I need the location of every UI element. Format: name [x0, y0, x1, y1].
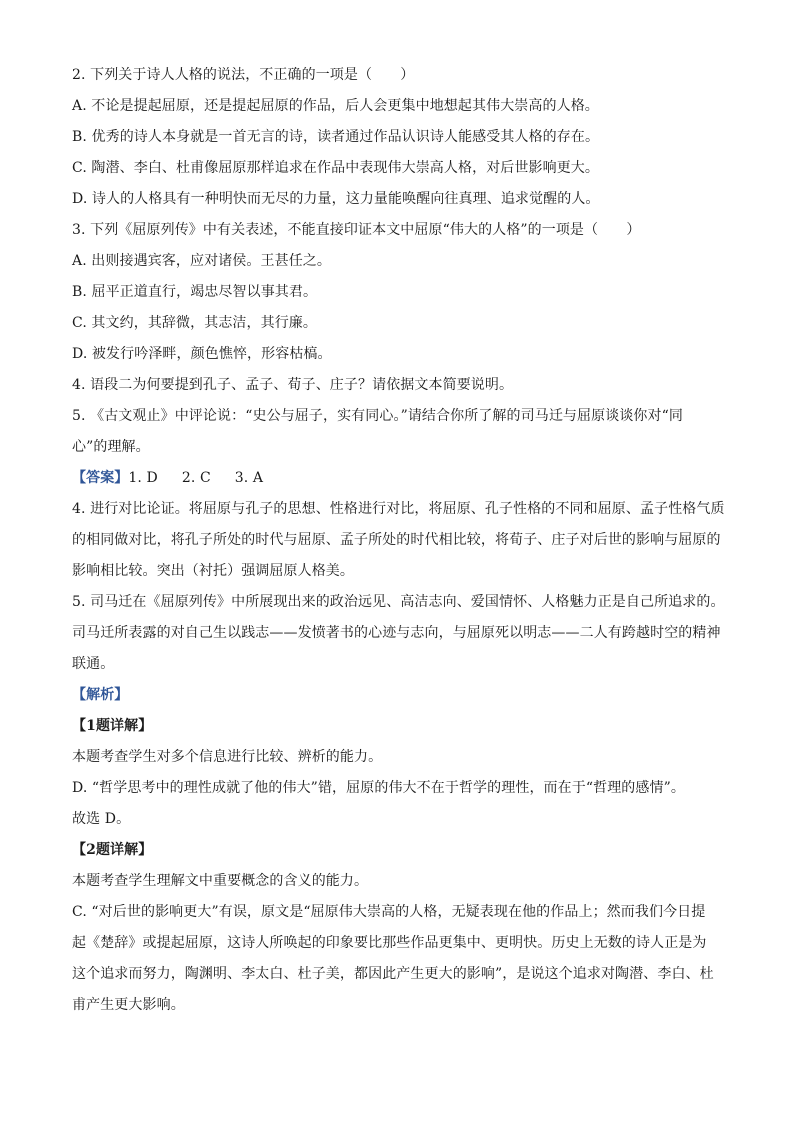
answer-5-line-2: 司马迁所表露的对自己生以践志——发愤著书的心迹与志向，与屈原死以明志——二人有跨越时空的精神 [72, 625, 721, 641]
question-3-option-a: A. 出则接遇宾客，应对诸侯。王甚任之。 [72, 253, 332, 269]
question-3-stem: 3. 下列《屈原列传》中有关表述，不能直接印证本文中屈原“伟大的人格”的一项是（ ） [72, 222, 641, 238]
question-3-option-b: B. 屈平正道直行，竭忠尽智以事其君。 [72, 284, 318, 300]
question-2-option-b: B. 优秀的诗人本身就是一首无言的诗，读者通过作品认识诗人能感受其人格的存在。 [72, 129, 600, 145]
answer-5-line-3: 联通。 [72, 656, 115, 672]
question-2-stem: 2. 下列关于诗人人格的说法，不正确的一项是（ ） [72, 67, 415, 83]
detail-2-paragraph-line-1: C. “对后世的影响更大”有误，原文是“屈原伟大崇高的人格，无疑表现在他的作品上；然而我们今日提 [72, 904, 706, 920]
answer-line [72, 463, 732, 494]
detail-1-heading: 【1题详解】 [72, 718, 153, 734]
answer-4-line-3: 影响相比较。突出（衬托）强调屈原人格美。 [72, 563, 354, 579]
question-3-option-d: D. 被发行吟泽畔，颜色憔悴，形容枯槁。 [72, 346, 332, 362]
detail-2-paragraph-line-2: 起《楚辞》或提起屈原，这诗人所唤起的印象要比那些作品更集中、更明快。历史上无数的诗人正是为 [72, 935, 707, 951]
detail-2-line-1: 本题考查学生理解文中重要概念的含义的能力。 [72, 873, 369, 889]
question-5-stem-line-2: 心”的理解。 [72, 439, 150, 455]
answer-4-line-1: 4. 进行对比论证。将屈原与孔子的思想、性格进行对比，将屈原、孔子性格的不同和屈原、孟子性格气质 [72, 501, 725, 517]
detail-1-line-2: D. “哲学思考中的理性成就了他的伟大”错，屈原的伟大不在于哲学的理性，而在于“哲理的感情”。 [72, 780, 685, 796]
answer-tag: 【答案】 [72, 470, 129, 486]
question-2-option-d: D. 诗人的人格具有一种明快而无尽的力量，这力量能唤醒向往真理、追求觉醒的人。 [72, 191, 600, 207]
question-3-option-c: C. 其文约，其辞微，其志洁，其行廉。 [72, 315, 318, 331]
detail-2-heading: 【2题详解】 [72, 842, 153, 858]
question-2-option-a: A. 不论是提起屈原，还是提起屈原的作品，后人会更集中地想起其伟大崇高的人格。 [72, 98, 599, 114]
answer-4-line-2: 的相同做对比，将孔子所处的时代与屈原、孟子所处的时代相比较，将荀子、庄子对后世的影响与屈原的 [72, 532, 721, 548]
analysis-heading: 【解析】 [72, 687, 129, 703]
answer-5-line-1: 5. 司马迁在《屈原列传》中所展现出来的政治远见、高洁志向、爱国情怀、人格魅力正是自己所追求的。 [72, 594, 725, 610]
detail-1-line-1: 本题考查学生对多个信息进行比较、辨析的能力。 [72, 749, 383, 765]
answer-2: 2. C [181, 470, 211, 486]
detail-1-line-3: 故选 D。 [72, 811, 131, 827]
question-5-stem-line-1: 5. 《古文观止》中评论说：“史公与屈子，实有同心。”请结合你所了解的司马迁与屈原谈谈你对“同 [72, 408, 683, 424]
question-2-option-c: C. 陶潜、李白、杜甫像屈原那样追求在作品中表现伟大崇高人格，对后世影响更大。 [72, 160, 600, 176]
detail-2-paragraph-line-3: 这个追求而努力，陶渊明、李太白、杜子美，都因此产生更大的影响”，是说这个追求对陶潜、李白、杜 [72, 966, 714, 982]
detail-2-paragraph-line-4: 甫产生更大影响。 [72, 997, 185, 1013]
document-content [72, 60, 732, 1021]
answer-3: 3. A [234, 470, 264, 486]
question-4-stem: 4. 语段二为何要提到孔子、孟子、荀子、庄子？请依据文本简要说明。 [72, 377, 514, 393]
answer-1: 1. D [128, 470, 158, 486]
